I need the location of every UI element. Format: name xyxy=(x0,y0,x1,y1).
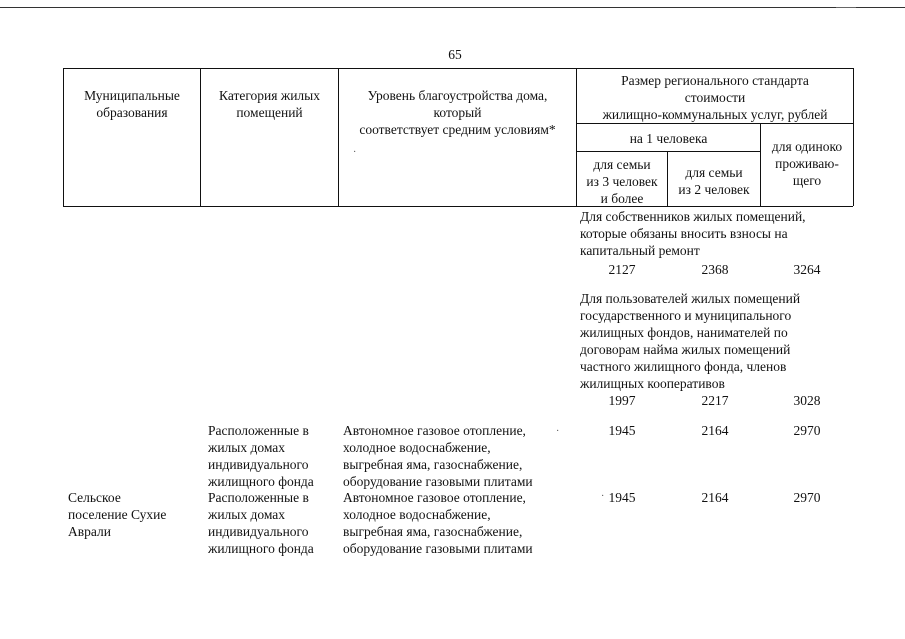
value-single: 2970 xyxy=(793,490,821,505)
header-per-person: на 1 человека xyxy=(629,131,708,146)
section-heading: Для пользователей жилых помещений государственного и муниципального жилищных фондов, нанимателей по договорам найма жилых помещений частного жилищного фонда, членов жилищных кооперативов xyxy=(580,291,801,391)
table-top-border xyxy=(63,68,853,69)
header-family2: для семьи из 2 человек xyxy=(678,165,750,197)
header-category: Категория жилых помещений xyxy=(219,88,320,120)
header-municipality: Муниципальные образования xyxy=(84,88,180,120)
value-family3: 2127 xyxy=(608,262,636,277)
top-rule-short xyxy=(836,7,856,8)
row-level: Автономное газовое отопление, холодное водоснабжение, выгребная яма, газоснабжение, оборудование газовыми плитами xyxy=(343,490,533,556)
value-single: 2970 xyxy=(793,423,821,438)
value-single: 3264 xyxy=(793,262,821,277)
scan-speck: · xyxy=(601,491,605,502)
row-category: Расположенные в жилых домах индивидуального жилищного фонда xyxy=(208,490,314,556)
row-municipality: Сельское поселение Сухие Аврали xyxy=(68,490,167,539)
scan-speck: · xyxy=(353,147,357,158)
value-family2: 2368 xyxy=(701,262,729,277)
per-person-subheader-border xyxy=(576,151,760,152)
standard-subheader-border xyxy=(576,123,853,124)
header-standard: Размер регионального стандарта стоимости жилищно-коммунальных услуг, рублей xyxy=(602,73,828,122)
value-family3: 1945 xyxy=(608,490,636,505)
page-number: 65 xyxy=(448,47,462,62)
value-family3: 1945 xyxy=(608,423,636,438)
value-single: 3028 xyxy=(793,393,821,408)
header-single: для одиноко проживаю- щего xyxy=(771,139,843,188)
row-category: Расположенные в жилых домах индивидуального жилищного фонда xyxy=(208,423,314,489)
header-bottom-border xyxy=(63,206,853,207)
scan-speck: · xyxy=(556,426,560,437)
row-level: Автономное газовое отопление, холодное водоснабжение, выгребная яма, газоснабжение, оборудование газовыми плитами xyxy=(343,423,533,489)
header-level: Уровень благоустройства дома, который соответствует средним условиям* xyxy=(359,88,556,137)
value-family2: 2217 xyxy=(701,393,729,408)
header-family3: для семьи из 3 человек и более xyxy=(586,157,658,206)
top-rule xyxy=(0,7,905,8)
value-family3: 1997 xyxy=(608,393,636,408)
section-heading: Для собственников жилых помещений, которые обязаны вносить взносы на капитальный ремонт xyxy=(580,209,806,258)
value-family2: 2164 xyxy=(701,490,729,505)
col-divider xyxy=(853,68,854,206)
value-family2: 2164 xyxy=(701,423,729,438)
